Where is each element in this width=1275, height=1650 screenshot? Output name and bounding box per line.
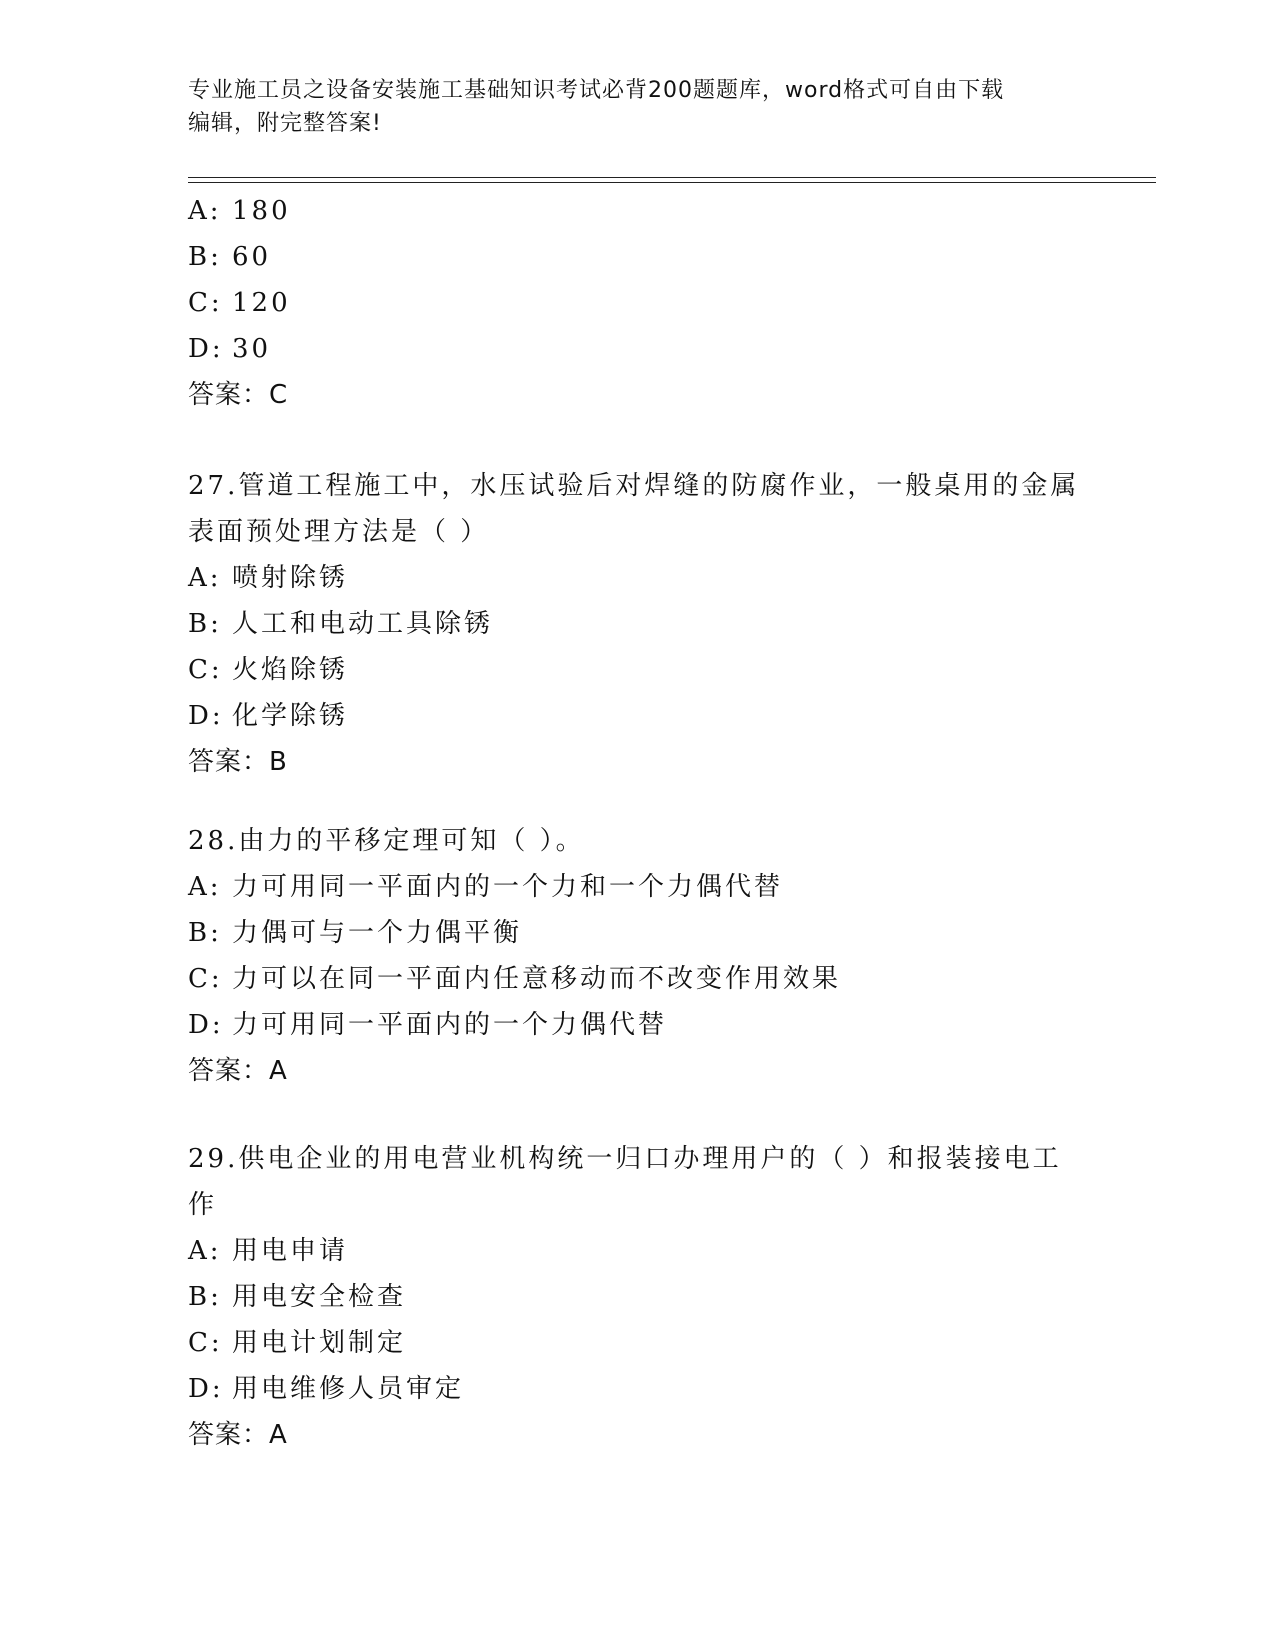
- option-a: A: 力可用同一平面内的一个力和一个力偶代替: [188, 872, 784, 902]
- question-stem: 27.管道工程施工中，水压试验后对焊缝的防腐作业，一般桌用的金属: [188, 471, 1080, 501]
- header-rule-bottom: [188, 182, 1156, 183]
- question-26-tail: [188, 188, 1088, 418]
- question-stem: 29.供电企业的用电营业机构统一归口办理用户的（ ）和报装接电工: [188, 1144, 1062, 1174]
- header-rule-top: [188, 177, 1156, 178]
- option-c: C: 火焰除锈: [188, 655, 349, 685]
- option-b: B: 用电安全检查: [188, 1282, 407, 1312]
- option-d: D: 力可用同一平面内的一个力偶代替: [188, 1010, 668, 1040]
- answer: 答案：A: [188, 1056, 288, 1086]
- question-29: [188, 1136, 1088, 1458]
- header-line-1: 专业施工员之设备安装施工基础知识考试必背200题题库，word格式可自由下载: [188, 78, 1005, 103]
- question-stem: 28.由力的平移定理可知（ ）。: [188, 826, 585, 856]
- option-a: A: 180: [188, 196, 291, 226]
- option-b: B: 人工和电动工具除锈: [188, 609, 494, 639]
- option-c: C: 力可以在同一平面内任意移动而不改变作用效果: [188, 964, 842, 994]
- answer: 答案：B: [188, 747, 288, 777]
- option-a: A: 喷射除锈: [188, 563, 349, 593]
- header-line-2: 编辑，附完整答案!: [188, 111, 382, 136]
- option-b: B: 60: [188, 242, 272, 272]
- document-header: [188, 74, 1088, 140]
- option-d: D: 化学除锈: [188, 701, 349, 731]
- answer: 答案：A: [188, 1420, 288, 1450]
- option-d: D: 30: [188, 334, 272, 364]
- option-d: D: 用电维修人员审定: [188, 1374, 465, 1404]
- question-stem-cont: 作: [188, 1190, 218, 1220]
- answer: 答案：C: [188, 380, 289, 410]
- question-28: [188, 818, 1088, 1094]
- question-27: [188, 463, 1088, 785]
- option-c: C: 120: [188, 288, 291, 318]
- option-c: C: 用电计划制定: [188, 1328, 407, 1358]
- question-stem-cont: 表面预处理方法是（ ）: [188, 517, 490, 547]
- option-a: A: 用电申请: [188, 1236, 349, 1266]
- option-b: B: 力偶可与一个力偶平衡: [188, 918, 523, 948]
